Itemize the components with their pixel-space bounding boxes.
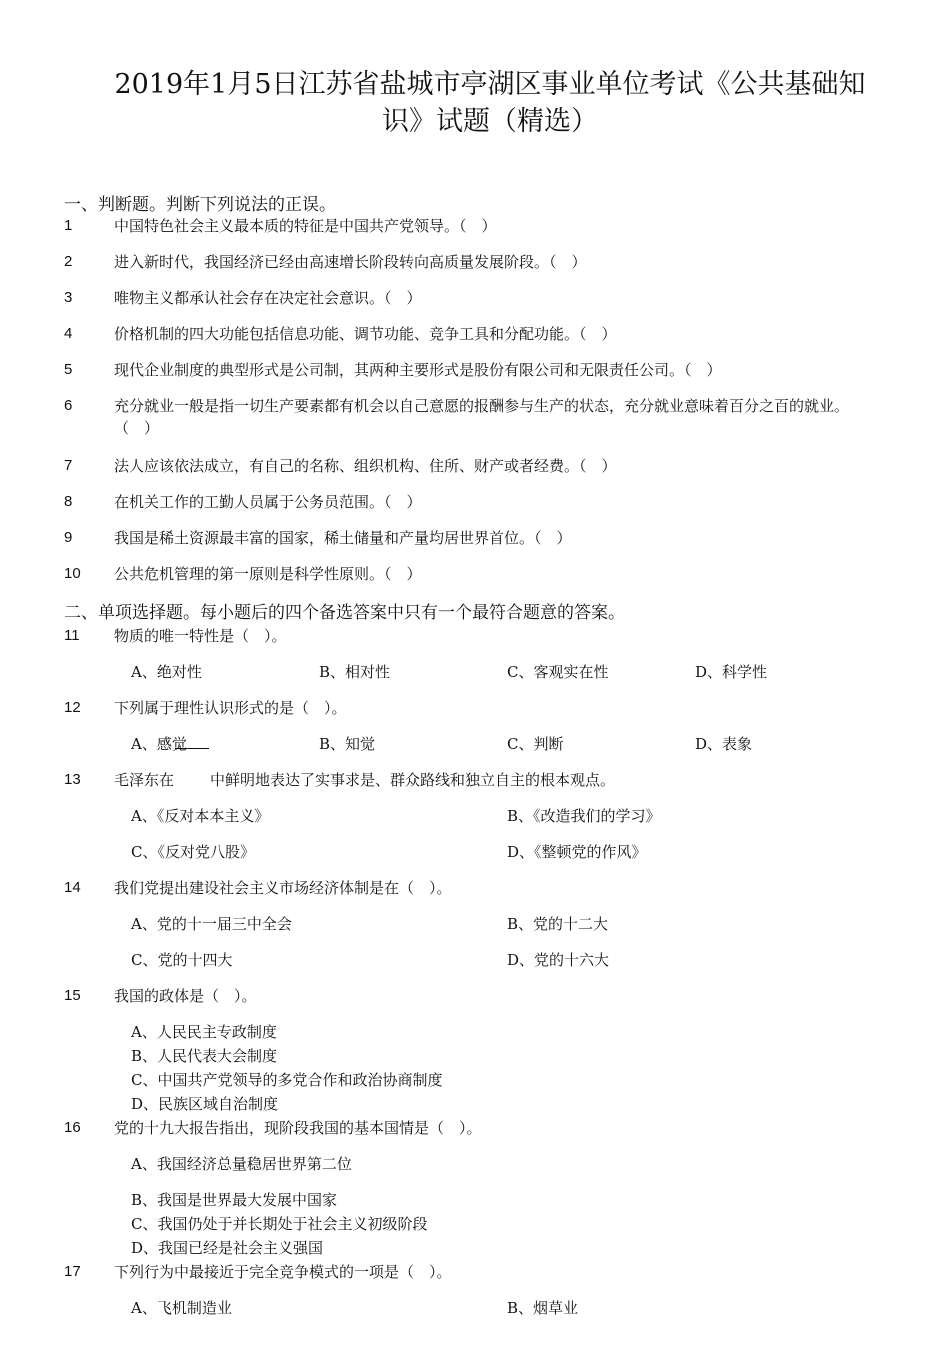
question-text: 公共危机管理的第一原则是科学性原则。（ ） <box>114 565 422 583</box>
option-d: D、科学性 <box>695 663 768 681</box>
option-c: C、中国共产党领导的多党合作和政治协商制度 <box>131 1071 443 1089</box>
option-a: A、我国经济总量稳居世界第二位 <box>131 1155 352 1173</box>
question-number: 3 <box>64 289 73 306</box>
question-text: 现代企业制度的典型形式是公司制，其两种主要形式是股份有限公司和无限责任公司。（ ） <box>114 361 722 379</box>
question-number: 6 <box>64 397 73 414</box>
option-d: D、我国已经是社会主义强国 <box>131 1239 324 1257</box>
question-text: 价格机制的四大功能包括信息功能、调节功能、竞争工具和分配功能。（ ） <box>114 325 617 343</box>
section-heading-judge: 一、判断题。判断下列说法的正误。 <box>64 195 336 215</box>
question-text: 物质的唯一特性是（ ）。 <box>114 627 287 645</box>
option-b: B、相对性 <box>319 663 391 681</box>
question-text: 进入新时代，我国经济已经由高速增长阶段转向高质量发展阶段。（ ） <box>114 253 587 271</box>
answer-blank <box>175 734 209 749</box>
option-a: A、《反对本本主义》 <box>131 807 270 825</box>
option-a <box>131 733 209 755</box>
option-b: B、烟草业 <box>507 1299 579 1317</box>
option-d: D、民族区域自治制度 <box>131 1095 279 1113</box>
question-number: 4 <box>64 325 73 342</box>
option-a: A、党的十一届三中全会 <box>131 915 292 933</box>
option-d: D、表象 <box>695 735 753 753</box>
question-number: 7 <box>64 457 73 474</box>
question-number: 17 <box>64 1263 81 1280</box>
question-number: 15 <box>64 987 81 1004</box>
question-number: 1 <box>64 217 73 234</box>
option-a-text: A、感觉 <box>131 735 187 753</box>
question-number: 8 <box>64 493 73 510</box>
question-number: 2 <box>64 253 73 270</box>
question-number: 12 <box>64 699 81 716</box>
option-b: B、《改造我们的学习》 <box>507 807 661 825</box>
question-text <box>114 769 874 791</box>
option-b: B、人民代表大会制度 <box>131 1047 278 1065</box>
question-text: 充分就业一般是指一切生产要素都有机会以自己意愿的报酬参与生产的状态，充分就业意味着百分之百的就业。（ ） <box>114 397 850 437</box>
option-c: C、党的十四大 <box>131 951 233 969</box>
section-heading-choice: 二、单项选择题。每小题后的四个备选答案中只有一个最符合题意的答案。 <box>64 603 625 623</box>
question-text: 中国特色社会主义最本质的特征是中国共产党领导。（ ） <box>114 217 497 235</box>
question-text-part-2: 中鲜明地表达了实事求是、群众路线和独立自主的根本观点。 <box>210 771 616 789</box>
question-number: 9 <box>64 529 73 546</box>
question-text: 我国是稀土资源最丰富的国家，稀土储量和产量均居世界首位。（ ） <box>114 529 572 547</box>
question-number: 14 <box>64 879 81 896</box>
option-c: C、我国仍处于并长期处于社会主义初级阶段 <box>131 1215 428 1233</box>
question-text: 党的十九大报告指出，现阶段我国的基本国情是（ ）。 <box>114 1119 482 1137</box>
option-c: C、判断 <box>507 735 564 753</box>
question-number: 13 <box>64 771 81 788</box>
option-a: A、绝对性 <box>131 663 202 681</box>
question-text-part-1: 毛泽东在 <box>114 771 175 789</box>
question-number: 16 <box>64 1119 81 1136</box>
question-text: 下列属于理性认识形式的是（ ）。 <box>114 699 347 717</box>
question-text: 下列行为中最接近于完全竞争模式的一项是（ ）。 <box>114 1263 452 1281</box>
title-line-2: 识》试题（精选） <box>382 106 598 137</box>
option-b: B、知觉 <box>319 735 376 753</box>
question-text: 法人应该依法成立，有自己的名称、组织机构、住所、财产或者经费。（ ） <box>114 457 617 475</box>
option-c: C、客观实在性 <box>507 663 609 681</box>
question-text: 我国的政体是（ ）。 <box>114 987 257 1005</box>
question-text: 在机关工作的工勤人员属于公务员范围。（ ） <box>114 493 422 511</box>
question-text: 唯物主义都承认社会存在决定社会意识。（ ） <box>114 289 422 307</box>
question-text: 我们党提出建设社会主义市场经济体制是在（ ）。 <box>114 879 452 897</box>
option-d: D、《整顿党的作风》 <box>507 843 647 861</box>
option-a: A、飞机制造业 <box>131 1299 232 1317</box>
option-d: D、党的十六大 <box>507 951 610 969</box>
question-number: 10 <box>64 565 81 582</box>
option-b: B、我国是世界最大发展中国家 <box>131 1191 338 1209</box>
question-number: 5 <box>64 361 73 378</box>
title-line-1: 2019年1月5日江苏省盐城市亭湖区事业单位考试《公共基础知 <box>114 69 866 100</box>
option-c: C、《反对党八股》 <box>131 843 255 861</box>
document-title <box>60 66 920 140</box>
option-b: B、党的十二大 <box>507 915 609 933</box>
question-number: 11 <box>64 627 80 644</box>
option-a: A、人民民主专政制度 <box>131 1023 277 1041</box>
